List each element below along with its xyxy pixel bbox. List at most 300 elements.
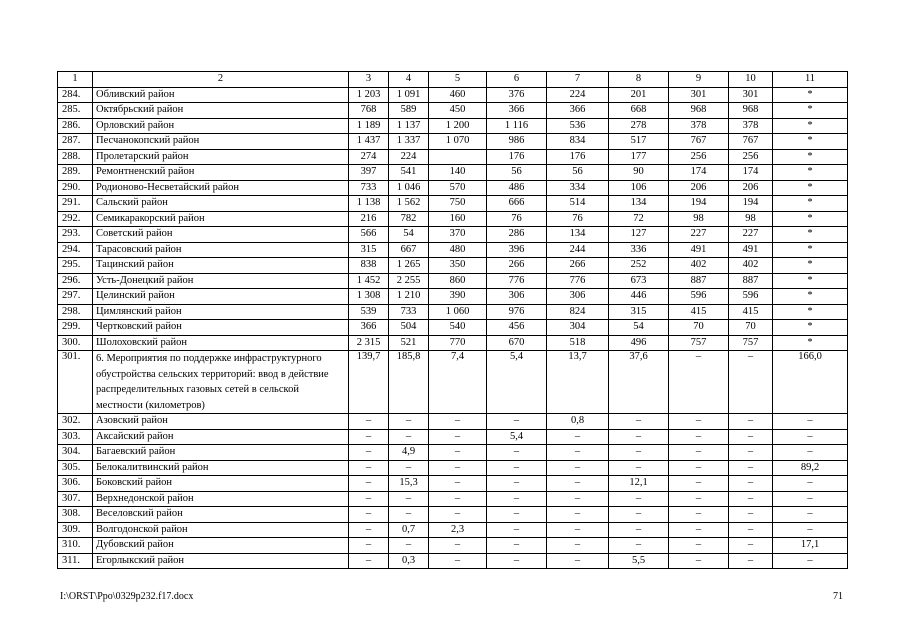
name-cell: Пролетарский район <box>93 149 349 165</box>
value-cell: 12,1 <box>609 476 669 492</box>
value-cell: 1 437 <box>349 134 389 150</box>
value-cell: – <box>389 429 429 445</box>
value-cell: 140 <box>429 165 487 181</box>
value-cell: 491 <box>669 242 729 258</box>
value-cell: 1 137 <box>389 118 429 134</box>
row-number-cell: 286. <box>58 118 93 134</box>
value-cell: 589 <box>389 103 429 119</box>
table-row <box>58 149 848 165</box>
value-cell: 256 <box>669 149 729 165</box>
value-cell: 3 <box>349 72 389 88</box>
value-cell: 776 <box>487 273 547 289</box>
value-cell: 286 <box>487 227 547 243</box>
value-cell: 5,4 <box>487 351 547 414</box>
value-cell: 1 189 <box>349 118 389 134</box>
value-cell: – <box>429 507 487 523</box>
value-cell: 1 116 <box>487 118 547 134</box>
name-cell: Ремонтненский район <box>93 165 349 181</box>
table-row <box>58 414 848 430</box>
value-cell: – <box>669 414 729 430</box>
value-cell: 70 <box>669 320 729 336</box>
row-number-cell: 289. <box>58 165 93 181</box>
table-row <box>58 553 848 569</box>
value-cell: 4 <box>389 72 429 88</box>
value-cell: 1 452 <box>349 273 389 289</box>
value-cell: – <box>429 429 487 445</box>
name-cell: Песчанокопский район <box>93 134 349 150</box>
value-cell: 227 <box>669 227 729 243</box>
value-cell: 566 <box>349 227 389 243</box>
value-cell: * <box>773 335 848 351</box>
value-cell: 0,7 <box>389 522 429 538</box>
value-cell: – <box>609 507 669 523</box>
table-row <box>58 320 848 336</box>
value-cell: – <box>773 445 848 461</box>
value-cell: – <box>349 460 389 476</box>
value-cell: – <box>773 429 848 445</box>
value-cell: – <box>773 491 848 507</box>
name-cell: Чертковский район <box>93 320 349 336</box>
value-cell: 402 <box>729 258 773 274</box>
value-cell: 968 <box>669 103 729 119</box>
value-cell: 378 <box>669 118 729 134</box>
table-header-row <box>58 72 848 88</box>
value-cell: 402 <box>669 258 729 274</box>
value-cell: 304 <box>547 320 609 336</box>
value-cell: 366 <box>547 103 609 119</box>
value-cell: 224 <box>547 87 609 103</box>
value-cell: – <box>669 476 729 492</box>
value-cell: 768 <box>349 103 389 119</box>
value-cell: – <box>669 538 729 554</box>
value-cell: 1 138 <box>349 196 389 212</box>
value-cell: 1 070 <box>429 134 487 150</box>
value-cell: – <box>349 414 389 430</box>
value-cell: 1 265 <box>389 258 429 274</box>
value-cell: 887 <box>729 273 773 289</box>
value-cell: * <box>773 227 848 243</box>
value-cell: 446 <box>609 289 669 305</box>
value-cell: 224 <box>389 149 429 165</box>
value-cell: 415 <box>729 304 773 320</box>
table-row <box>58 211 848 227</box>
value-cell: 1 308 <box>349 289 389 305</box>
value-cell: 517 <box>609 134 669 150</box>
table-row <box>58 538 848 554</box>
data-table <box>57 71 848 569</box>
row-number-cell: 1 <box>58 72 93 88</box>
value-cell: 456 <box>487 320 547 336</box>
value-cell: 496 <box>609 335 669 351</box>
value-cell: 306 <box>487 289 547 305</box>
value-cell: 415 <box>669 304 729 320</box>
value-cell: 174 <box>669 165 729 181</box>
value-cell: 450 <box>429 103 487 119</box>
value-cell: 504 <box>389 320 429 336</box>
name-cell: Шолоховский район <box>93 335 349 351</box>
name-cell: Советский район <box>93 227 349 243</box>
value-cell: 834 <box>547 134 609 150</box>
value-cell: 160 <box>429 211 487 227</box>
row-number-cell: 309. <box>58 522 93 538</box>
name-cell: Азовский район <box>93 414 349 430</box>
value-cell: 206 <box>669 180 729 196</box>
value-cell: 4,9 <box>389 445 429 461</box>
value-cell: 968 <box>729 103 773 119</box>
name-cell: Цимлянский район <box>93 304 349 320</box>
value-cell: 11 <box>773 72 848 88</box>
value-cell: 733 <box>349 180 389 196</box>
value-cell: 776 <box>547 273 609 289</box>
value-cell: 1 562 <box>389 196 429 212</box>
row-number-cell: 299. <box>58 320 93 336</box>
value-cell: – <box>669 553 729 569</box>
value-cell: 366 <box>487 103 547 119</box>
value-cell: * <box>773 180 848 196</box>
value-cell: 733 <box>389 304 429 320</box>
value-cell: – <box>547 507 609 523</box>
value-cell: 10 <box>729 72 773 88</box>
value-cell: 378 <box>729 118 773 134</box>
value-cell: – <box>389 414 429 430</box>
value-cell: – <box>729 414 773 430</box>
value-cell: 480 <box>429 242 487 258</box>
value-cell: 177 <box>609 149 669 165</box>
name-cell: Дубовский район <box>93 538 349 554</box>
row-number-cell: 306. <box>58 476 93 492</box>
value-cell: 767 <box>729 134 773 150</box>
value-cell: 570 <box>429 180 487 196</box>
value-cell: – <box>547 476 609 492</box>
value-cell: – <box>729 491 773 507</box>
value-cell: * <box>773 289 848 305</box>
value-cell: – <box>729 445 773 461</box>
value-cell: 278 <box>609 118 669 134</box>
value-cell: 757 <box>729 335 773 351</box>
value-cell: 301 <box>729 87 773 103</box>
table-row <box>58 491 848 507</box>
table-row <box>58 227 848 243</box>
value-cell: 491 <box>729 242 773 258</box>
value-cell: 986 <box>487 134 547 150</box>
value-cell: 56 <box>487 165 547 181</box>
name-cell: 6. Мероприятия по поддержке инфраструктурного обустройства сельских территорий: ввод в действие распределительных газовых сетей в сельской местности (километров) <box>93 351 349 414</box>
value-cell: – <box>487 507 547 523</box>
name-cell: Боковский район <box>93 476 349 492</box>
value-cell: – <box>349 476 389 492</box>
value-cell: – <box>429 553 487 569</box>
table-row <box>58 134 848 150</box>
value-cell: 70 <box>729 320 773 336</box>
value-cell: * <box>773 134 848 150</box>
value-cell: 301 <box>669 87 729 103</box>
value-cell: – <box>669 429 729 445</box>
name-cell: Семикаракорский район <box>93 211 349 227</box>
value-cell: 227 <box>729 227 773 243</box>
row-number-cell: 296. <box>58 273 93 289</box>
value-cell: – <box>669 460 729 476</box>
value-cell: * <box>773 304 848 320</box>
value-cell: – <box>669 445 729 461</box>
page-number: 71 <box>833 591 843 602</box>
value-cell: – <box>609 522 669 538</box>
table-row <box>58 165 848 181</box>
value-cell: 54 <box>389 227 429 243</box>
value-cell: * <box>773 242 848 258</box>
value-cell: – <box>389 460 429 476</box>
value-cell: 2 255 <box>389 273 429 289</box>
value-cell: 72 <box>609 211 669 227</box>
value-cell: – <box>729 553 773 569</box>
value-cell: 596 <box>669 289 729 305</box>
value-cell: 134 <box>609 196 669 212</box>
file-path: I:\ORST\Ppo\0329p232.f17.docx <box>60 591 194 602</box>
value-cell: 376 <box>487 87 547 103</box>
table-row <box>58 196 848 212</box>
value-cell: 139,7 <box>349 351 389 414</box>
table-row <box>58 289 848 305</box>
value-cell: 1 203 <box>349 87 389 103</box>
value-cell: – <box>429 460 487 476</box>
value-cell: 5 <box>429 72 487 88</box>
value-cell: – <box>429 414 487 430</box>
value-cell: – <box>429 476 487 492</box>
value-cell: 76 <box>487 211 547 227</box>
value-cell: 306 <box>547 289 609 305</box>
value-cell: 7 <box>547 72 609 88</box>
value-cell: 15,3 <box>389 476 429 492</box>
value-cell: 887 <box>669 273 729 289</box>
value-cell: – <box>669 491 729 507</box>
value-cell: – <box>487 460 547 476</box>
value-cell: 1 091 <box>389 87 429 103</box>
value-cell: – <box>487 553 547 569</box>
value-cell: – <box>487 476 547 492</box>
value-cell: – <box>669 351 729 414</box>
row-number-cell: 311. <box>58 553 93 569</box>
value-cell: 536 <box>547 118 609 134</box>
value-cell: – <box>773 476 848 492</box>
value-cell: 90 <box>609 165 669 181</box>
value-cell: 370 <box>429 227 487 243</box>
row-number-cell: 288. <box>58 149 93 165</box>
row-number-cell: 294. <box>58 242 93 258</box>
value-cell: – <box>429 445 487 461</box>
value-cell: 0,3 <box>389 553 429 569</box>
row-number-cell: 290. <box>58 180 93 196</box>
name-cell: Верхнедонской район <box>93 491 349 507</box>
row-number-cell: 303. <box>58 429 93 445</box>
table-row <box>58 476 848 492</box>
row-number-cell: 302. <box>58 414 93 430</box>
value-cell: 6 <box>487 72 547 88</box>
name-cell: Волгодонской район <box>93 522 349 538</box>
value-cell: 539 <box>349 304 389 320</box>
value-cell: – <box>729 476 773 492</box>
value-cell: 37,6 <box>609 351 669 414</box>
value-cell: 194 <box>729 196 773 212</box>
value-cell: 486 <box>487 180 547 196</box>
row-number-cell: 297. <box>58 289 93 305</box>
table-row <box>58 87 848 103</box>
value-cell: – <box>349 445 389 461</box>
value-cell: 541 <box>389 165 429 181</box>
value-cell: – <box>609 414 669 430</box>
value-cell: 767 <box>669 134 729 150</box>
table-row <box>58 273 848 289</box>
value-cell: 1 046 <box>389 180 429 196</box>
value-cell: * <box>773 87 848 103</box>
value-cell: – <box>547 491 609 507</box>
value-cell: – <box>547 522 609 538</box>
row-number-cell: 304. <box>58 445 93 461</box>
value-cell: 8 <box>609 72 669 88</box>
row-number-cell: 285. <box>58 103 93 119</box>
name-cell: Усть-Донецкий район <box>93 273 349 289</box>
value-cell: 518 <box>547 335 609 351</box>
value-cell: 757 <box>669 335 729 351</box>
value-cell: 252 <box>609 258 669 274</box>
value-cell: 98 <box>729 211 773 227</box>
value-cell: 334 <box>547 180 609 196</box>
value-cell: – <box>389 538 429 554</box>
table-row <box>58 460 848 476</box>
value-cell: 366 <box>349 320 389 336</box>
value-cell: – <box>773 507 848 523</box>
value-cell: 266 <box>547 258 609 274</box>
value-cell: 540 <box>429 320 487 336</box>
table-row <box>58 429 848 445</box>
value-cell: – <box>729 351 773 414</box>
value-cell: 206 <box>729 180 773 196</box>
value-cell: – <box>669 522 729 538</box>
value-cell: – <box>487 522 547 538</box>
table-row <box>58 180 848 196</box>
value-cell: 514 <box>547 196 609 212</box>
value-cell: – <box>349 429 389 445</box>
value-cell: 256 <box>729 149 773 165</box>
value-cell: 824 <box>547 304 609 320</box>
table-row <box>58 242 848 258</box>
value-cell: – <box>547 445 609 461</box>
value-cell: – <box>609 538 669 554</box>
value-cell: – <box>547 538 609 554</box>
value-cell: 7,4 <box>429 351 487 414</box>
value-cell: 396 <box>487 242 547 258</box>
name-cell: Веселовский район <box>93 507 349 523</box>
value-cell: 185,8 <box>389 351 429 414</box>
value-cell: – <box>349 507 389 523</box>
table-row <box>58 118 848 134</box>
value-cell: 521 <box>389 335 429 351</box>
value-cell: 98 <box>669 211 729 227</box>
value-cell <box>429 149 487 165</box>
value-cell: * <box>773 320 848 336</box>
value-cell: 266 <box>487 258 547 274</box>
value-cell: – <box>349 538 389 554</box>
value-cell: 860 <box>429 273 487 289</box>
value-cell: 244 <box>547 242 609 258</box>
value-cell: 166,0 <box>773 351 848 414</box>
value-cell: – <box>487 538 547 554</box>
value-cell: 194 <box>669 196 729 212</box>
value-cell: * <box>773 196 848 212</box>
value-cell: 127 <box>609 227 669 243</box>
value-cell: 17,1 <box>773 538 848 554</box>
value-cell: – <box>429 538 487 554</box>
value-cell: – <box>609 491 669 507</box>
table-row <box>58 103 848 119</box>
table-row <box>58 258 848 274</box>
row-number-cell: 287. <box>58 134 93 150</box>
value-cell: * <box>773 258 848 274</box>
value-cell: * <box>773 118 848 134</box>
table-row <box>58 507 848 523</box>
row-number-cell: 291. <box>58 196 93 212</box>
name-cell: Белокалитвинский район <box>93 460 349 476</box>
value-cell: 106 <box>609 180 669 196</box>
value-cell: 315 <box>349 242 389 258</box>
value-cell: 668 <box>609 103 669 119</box>
row-number-cell: 295. <box>58 258 93 274</box>
value-cell: * <box>773 149 848 165</box>
row-number-cell: 301. <box>58 351 93 414</box>
value-cell: 666 <box>487 196 547 212</box>
value-cell: 174 <box>729 165 773 181</box>
value-cell: – <box>487 445 547 461</box>
row-number-cell: 300. <box>58 335 93 351</box>
name-cell: Багаевский район <box>93 445 349 461</box>
value-cell: – <box>773 522 848 538</box>
name-cell: Аксайский район <box>93 429 349 445</box>
value-cell: – <box>389 507 429 523</box>
value-cell: 76 <box>547 211 609 227</box>
value-cell: 274 <box>349 149 389 165</box>
value-cell: – <box>487 491 547 507</box>
value-cell: 5,5 <box>609 553 669 569</box>
value-cell: * <box>773 211 848 227</box>
name-cell: Егорлыкский район <box>93 553 349 569</box>
value-cell: – <box>609 445 669 461</box>
value-cell: 13,7 <box>547 351 609 414</box>
name-cell: Обливский район <box>93 87 349 103</box>
value-cell: 770 <box>429 335 487 351</box>
value-cell: * <box>773 273 848 289</box>
value-cell: 5,4 <box>487 429 547 445</box>
name-cell: Родионово-Несветайский район <box>93 180 349 196</box>
value-cell: – <box>547 429 609 445</box>
value-cell: 670 <box>487 335 547 351</box>
table-row <box>58 522 848 538</box>
value-cell: 397 <box>349 165 389 181</box>
value-cell: 350 <box>429 258 487 274</box>
row-number-cell: 298. <box>58 304 93 320</box>
value-cell: – <box>349 491 389 507</box>
value-cell: 838 <box>349 258 389 274</box>
value-cell: 782 <box>389 211 429 227</box>
row-number-cell: 308. <box>58 507 93 523</box>
value-cell: * <box>773 103 848 119</box>
value-cell: 9 <box>669 72 729 88</box>
value-cell: 596 <box>729 289 773 305</box>
row-number-cell: 293. <box>58 227 93 243</box>
value-cell: – <box>609 429 669 445</box>
value-cell: – <box>349 553 389 569</box>
value-cell: 460 <box>429 87 487 103</box>
value-cell: 216 <box>349 211 389 227</box>
name-cell: Сальский район <box>93 196 349 212</box>
value-cell: 201 <box>609 87 669 103</box>
